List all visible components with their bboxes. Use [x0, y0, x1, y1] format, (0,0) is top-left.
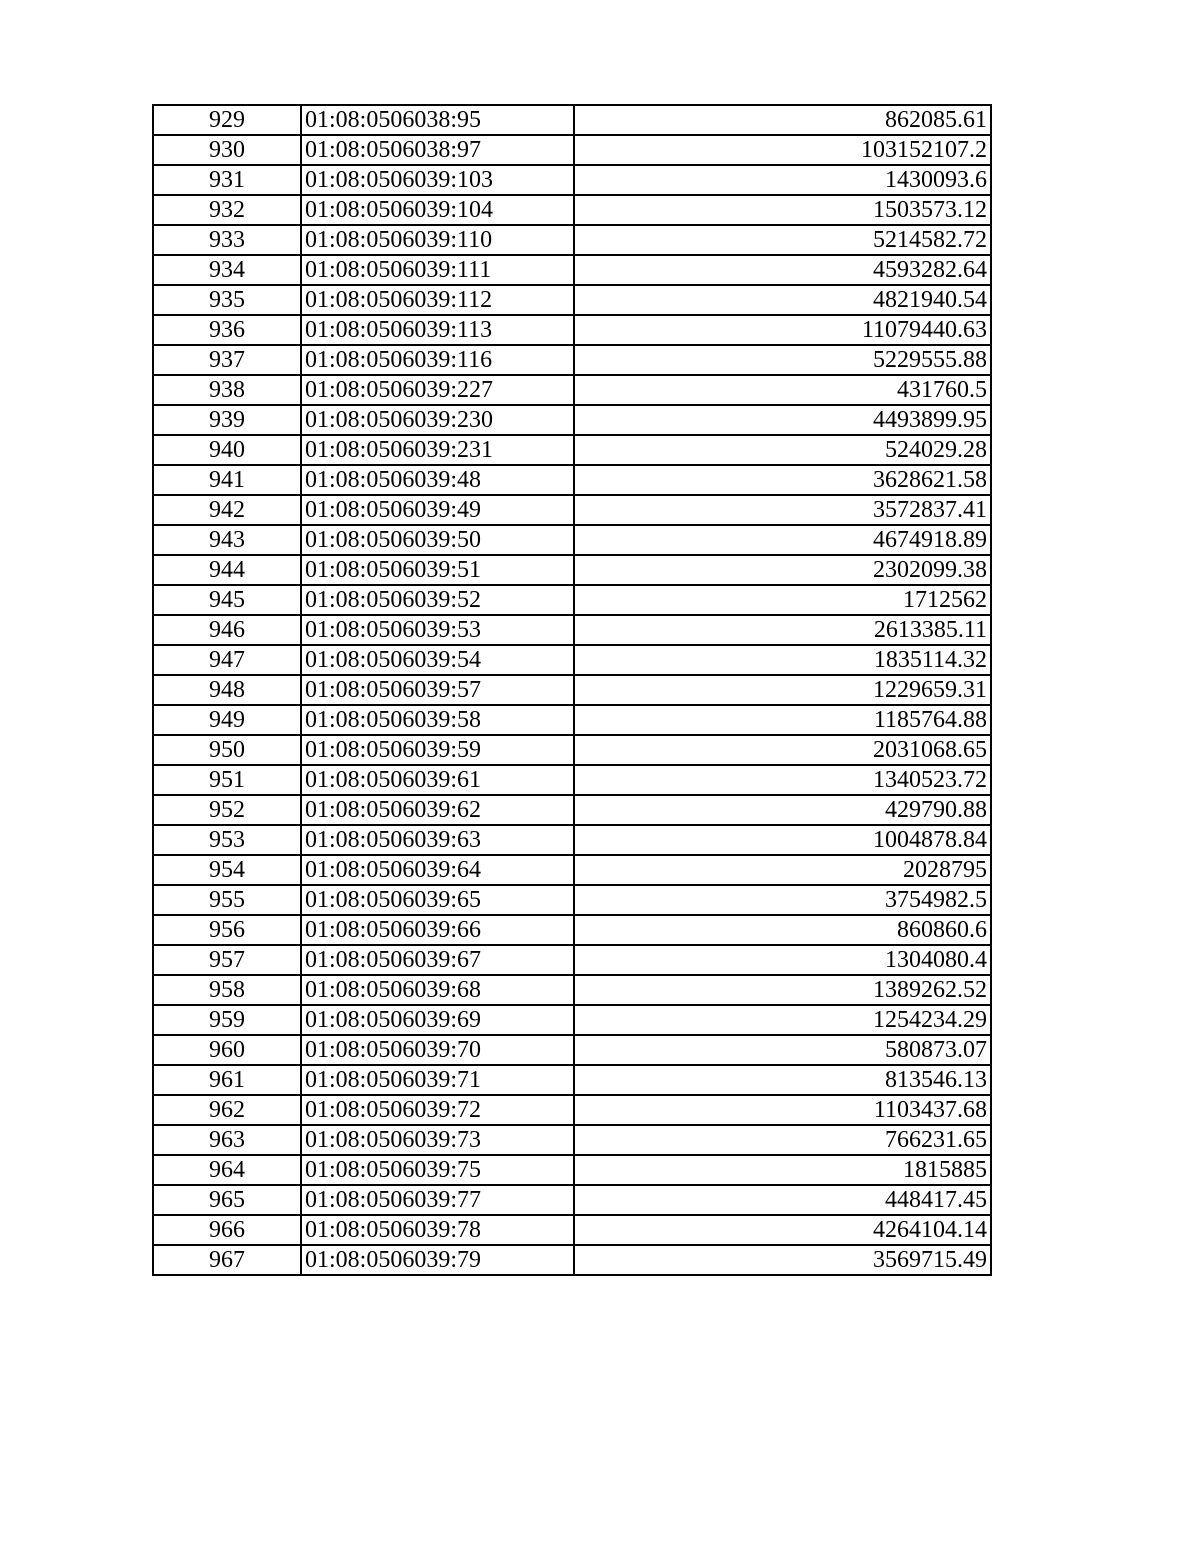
cadastral-number-cell: 01:08:0506039:75: [301, 1155, 574, 1185]
row-number-cell: 943: [153, 525, 301, 555]
row-number-cell: 963: [153, 1125, 301, 1155]
cadastral-number-cell: 01:08:0506039:48: [301, 465, 574, 495]
cadastral-number-cell: 01:08:0506039:72: [301, 1095, 574, 1125]
cadastral-number-cell: 01:08:0506039:49: [301, 495, 574, 525]
value-cell: 1340523.72: [574, 765, 991, 795]
cadastral-number-cell: 01:08:0506039:230: [301, 405, 574, 435]
cadastral-number-cell: 01:08:0506039:52: [301, 585, 574, 615]
value-cell: 766231.65: [574, 1125, 991, 1155]
cadastral-number-cell: 01:08:0506039:70: [301, 1035, 574, 1065]
table-row: [153, 255, 991, 285]
cadastral-number-cell: 01:08:0506039:67: [301, 945, 574, 975]
cadastral-number-cell: 01:08:0506039:54: [301, 645, 574, 675]
value-cell: 2028795: [574, 855, 991, 885]
value-cell: 1004878.84: [574, 825, 991, 855]
value-cell: 4821940.54: [574, 285, 991, 315]
table-row: [153, 1125, 991, 1155]
value-cell: 3628621.58: [574, 465, 991, 495]
value-cell: 5229555.88: [574, 345, 991, 375]
row-number-cell: 964: [153, 1155, 301, 1185]
row-number-cell: 946: [153, 615, 301, 645]
cadastral-number-cell: 01:08:0506039:112: [301, 285, 574, 315]
cadastral-number-cell: 01:08:0506039:116: [301, 345, 574, 375]
row-number-cell: 956: [153, 915, 301, 945]
value-cell: 2302099.38: [574, 555, 991, 585]
table-row: [153, 195, 991, 225]
row-number-cell: 966: [153, 1215, 301, 1245]
cadastral-number-cell: 01:08:0506038:97: [301, 135, 574, 165]
table-row: [153, 615, 991, 645]
cadastral-number-cell: 01:08:0506039:104: [301, 195, 574, 225]
value-cell: 2031068.65: [574, 735, 991, 765]
row-number-cell: 939: [153, 405, 301, 435]
row-number-cell: 935: [153, 285, 301, 315]
table-row: [153, 885, 991, 915]
row-number-cell: 948: [153, 675, 301, 705]
table-row: [153, 285, 991, 315]
table-row: [153, 1095, 991, 1125]
cadastral-number-cell: 01:08:0506039:69: [301, 1005, 574, 1035]
cadastral-number-cell: 01:08:0506039:77: [301, 1185, 574, 1215]
value-cell: 1254234.29: [574, 1005, 991, 1035]
cadastral-number-cell: 01:08:0506039:58: [301, 705, 574, 735]
row-number-cell: 930: [153, 135, 301, 165]
value-cell: 1185764.88: [574, 705, 991, 735]
value-cell: 1815885: [574, 1155, 991, 1185]
row-number-cell: 937: [153, 345, 301, 375]
table-row: [153, 825, 991, 855]
cadastral-number-cell: 01:08:0506039:71: [301, 1065, 574, 1095]
value-cell: 524029.28: [574, 435, 991, 465]
row-number-cell: 938: [153, 375, 301, 405]
row-number-cell: 965: [153, 1185, 301, 1215]
value-cell: 860860.6: [574, 915, 991, 945]
value-cell: 431760.5: [574, 375, 991, 405]
cadastral-number-cell: 01:08:0506039:51: [301, 555, 574, 585]
row-number-cell: 955: [153, 885, 301, 915]
value-cell: 448417.45: [574, 1185, 991, 1215]
row-number-cell: 954: [153, 855, 301, 885]
cadastral-number-cell: 01:08:0506039:111: [301, 255, 574, 285]
table-row: [153, 585, 991, 615]
cadastral-number-cell: 01:08:0506039:59: [301, 735, 574, 765]
cadastral-number-cell: 01:08:0506039:57: [301, 675, 574, 705]
value-cell: 3754982.5: [574, 885, 991, 915]
cadastral-number-cell: 01:08:0506039:73: [301, 1125, 574, 1155]
table-row: [153, 465, 991, 495]
row-number-cell: 952: [153, 795, 301, 825]
value-cell: 5214582.72: [574, 225, 991, 255]
table-row: [153, 105, 991, 135]
value-cell: 4493899.95: [574, 405, 991, 435]
table-row: [153, 705, 991, 735]
table-row: [153, 645, 991, 675]
row-number-cell: 958: [153, 975, 301, 1005]
table-row: [153, 675, 991, 705]
table-row: [153, 975, 991, 1005]
value-cell: 3572837.41: [574, 495, 991, 525]
row-number-cell: 951: [153, 765, 301, 795]
table-row: [153, 1185, 991, 1215]
table-row: [153, 375, 991, 405]
value-cell: 2613385.11: [574, 615, 991, 645]
table-row: [153, 915, 991, 945]
row-number-cell: 960: [153, 1035, 301, 1065]
table-row: [153, 405, 991, 435]
table-row: [153, 1155, 991, 1185]
cadastral-number-cell: 01:08:0506039:113: [301, 315, 574, 345]
table-row: [153, 135, 991, 165]
table-row: [153, 735, 991, 765]
cadastral-number-cell: 01:08:0506039:65: [301, 885, 574, 915]
value-cell: 429790.88: [574, 795, 991, 825]
table-row: [153, 555, 991, 585]
cadastral-number-cell: 01:08:0506039:79: [301, 1245, 574, 1275]
data-table: [152, 104, 992, 1276]
table-row: [153, 1005, 991, 1035]
value-cell: 4674918.89: [574, 525, 991, 555]
table-body: [153, 105, 991, 1275]
table-row: [153, 225, 991, 255]
row-number-cell: 940: [153, 435, 301, 465]
row-number-cell: 941: [153, 465, 301, 495]
cadastral-number-cell: 01:08:0506038:95: [301, 105, 574, 135]
table-row: [153, 345, 991, 375]
table-row: [153, 435, 991, 465]
cadastral-number-cell: 01:08:0506039:64: [301, 855, 574, 885]
row-number-cell: 931: [153, 165, 301, 195]
cadastral-number-cell: 01:08:0506039:110: [301, 225, 574, 255]
table-row: [153, 1065, 991, 1095]
cadastral-number-cell: 01:08:0506039:50: [301, 525, 574, 555]
row-number-cell: 944: [153, 555, 301, 585]
value-cell: 1103437.68: [574, 1095, 991, 1125]
table-row: [153, 855, 991, 885]
row-number-cell: 942: [153, 495, 301, 525]
value-cell: 103152107.2: [574, 135, 991, 165]
cadastral-number-cell: 01:08:0506039:61: [301, 765, 574, 795]
value-cell: 580873.07: [574, 1035, 991, 1065]
row-number-cell: 929: [153, 105, 301, 135]
cadastral-number-cell: 01:08:0506039:66: [301, 915, 574, 945]
row-number-cell: 947: [153, 645, 301, 675]
table-row: [153, 165, 991, 195]
value-cell: 1835114.32: [574, 645, 991, 675]
value-cell: 1430093.6: [574, 165, 991, 195]
cadastral-number-cell: 01:08:0506039:227: [301, 375, 574, 405]
value-cell: 4264104.14: [574, 1215, 991, 1245]
table-row: [153, 765, 991, 795]
value-cell: 1229659.31: [574, 675, 991, 705]
value-cell: 1304080.4: [574, 945, 991, 975]
cadastral-number-cell: 01:08:0506039:63: [301, 825, 574, 855]
row-number-cell: 961: [153, 1065, 301, 1095]
cadastral-number-cell: 01:08:0506039:103: [301, 165, 574, 195]
table-row: [153, 315, 991, 345]
row-number-cell: 934: [153, 255, 301, 285]
cadastral-number-cell: 01:08:0506039:53: [301, 615, 574, 645]
table-row: [153, 1215, 991, 1245]
value-cell: 3569715.49: [574, 1245, 991, 1275]
table-row: [153, 495, 991, 525]
value-cell: 813546.13: [574, 1065, 991, 1095]
table-row: [153, 795, 991, 825]
value-cell: 1503573.12: [574, 195, 991, 225]
table-row: [153, 945, 991, 975]
row-number-cell: 959: [153, 1005, 301, 1035]
table-row: [153, 525, 991, 555]
row-number-cell: 957: [153, 945, 301, 975]
cadastral-number-cell: 01:08:0506039:78: [301, 1215, 574, 1245]
value-cell: 1712562: [574, 585, 991, 615]
cadastral-number-cell: 01:08:0506039:68: [301, 975, 574, 1005]
value-cell: 11079440.63: [574, 315, 991, 345]
table-row: [153, 1245, 991, 1275]
table-row: [153, 1035, 991, 1065]
cadastral-number-cell: 01:08:0506039:62: [301, 795, 574, 825]
cadastral-number-cell: 01:08:0506039:231: [301, 435, 574, 465]
row-number-cell: 936: [153, 315, 301, 345]
value-cell: 862085.61: [574, 105, 991, 135]
row-number-cell: 953: [153, 825, 301, 855]
row-number-cell: 962: [153, 1095, 301, 1125]
row-number-cell: 933: [153, 225, 301, 255]
row-number-cell: 949: [153, 705, 301, 735]
value-cell: 4593282.64: [574, 255, 991, 285]
row-number-cell: 967: [153, 1245, 301, 1275]
row-number-cell: 945: [153, 585, 301, 615]
row-number-cell: 932: [153, 195, 301, 225]
row-number-cell: 950: [153, 735, 301, 765]
value-cell: 1389262.52: [574, 975, 991, 1005]
